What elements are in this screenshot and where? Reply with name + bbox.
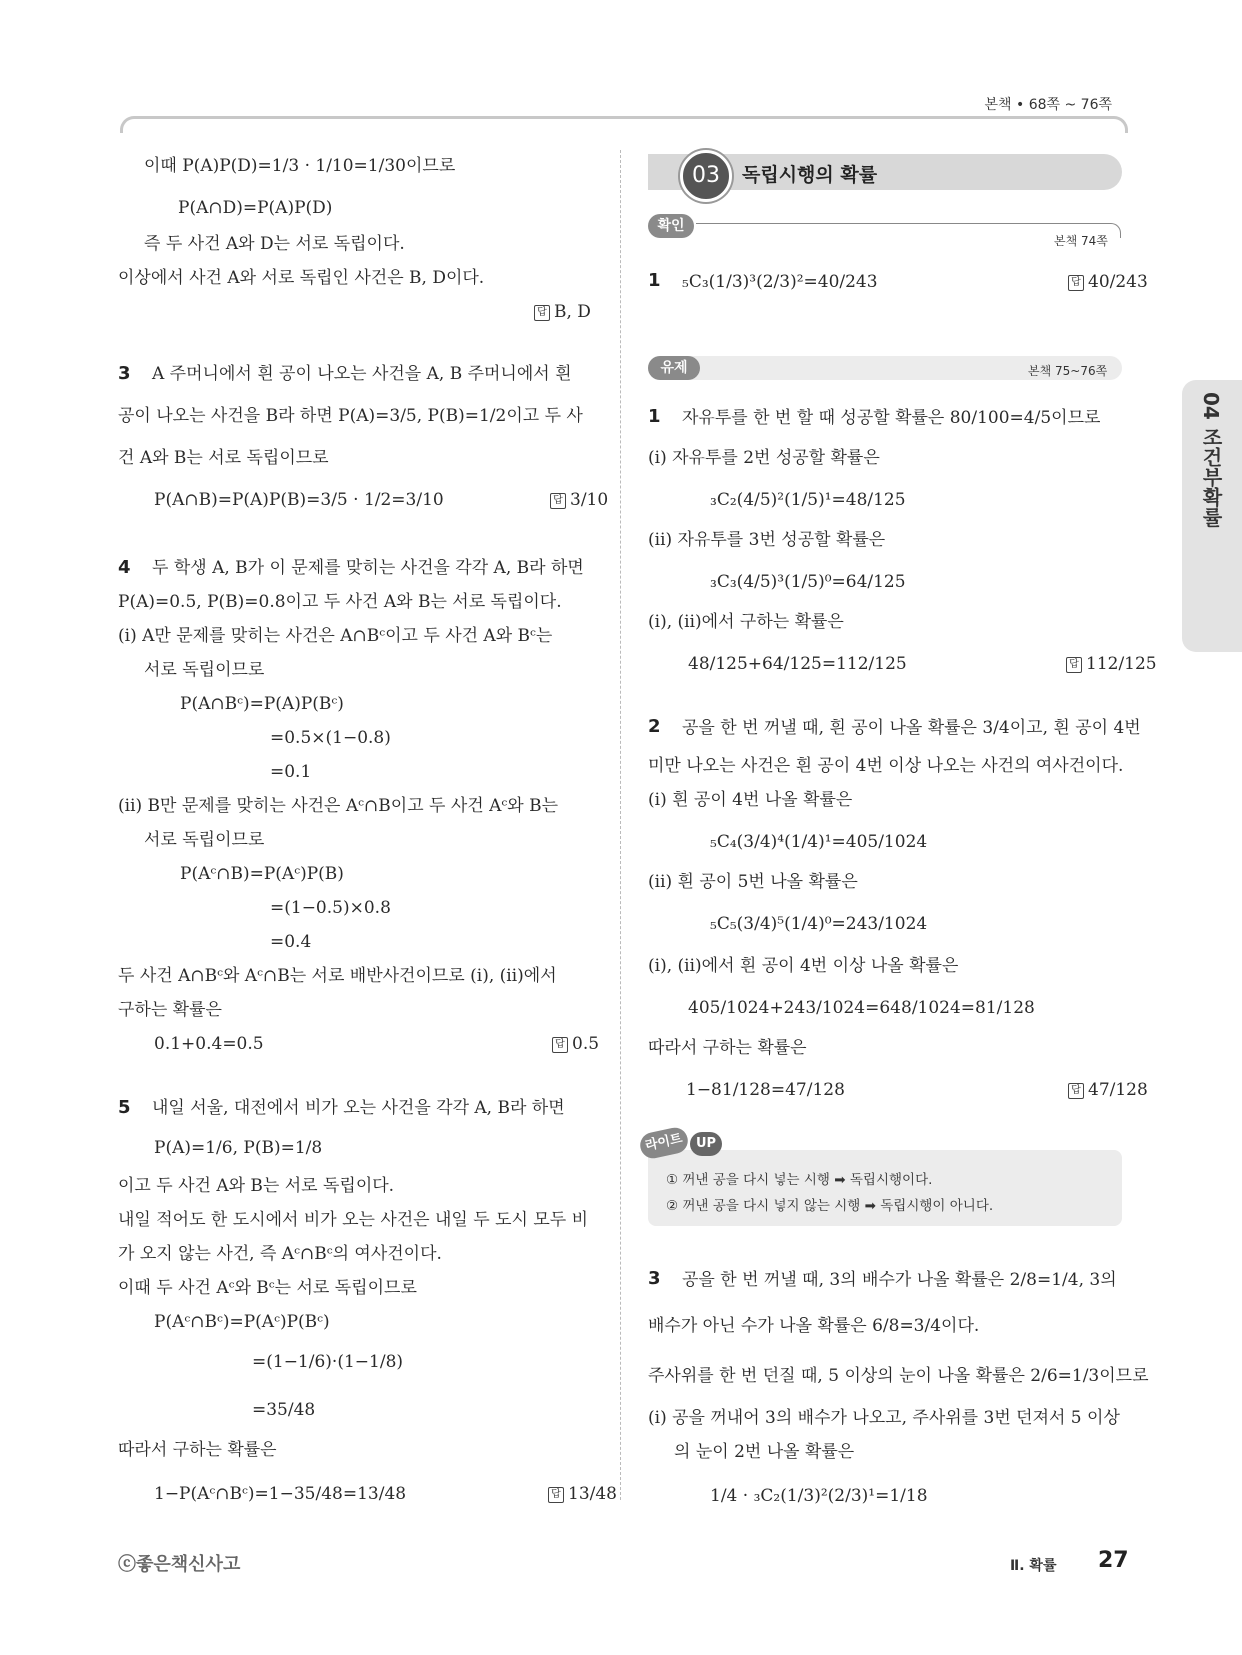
- chapter-label: Ⅱ. 확률: [1010, 1558, 1057, 1574]
- text-line: (ⅱ) 흰 공이 5번 나올 확률은: [648, 872, 858, 892]
- problem-number: 3: [118, 363, 131, 384]
- answer-value: 40/243: [1088, 272, 1148, 292]
- text-line: 따라서 구하는 확률은: [648, 1038, 807, 1058]
- example-page-reference: 본책 75~76쪽: [1028, 364, 1108, 378]
- check-page-reference: 본책 74쪽: [1054, 234, 1108, 248]
- text-line: 배수가 아닌 수가 나올 확률은 6/8=3/4이다.: [648, 1316, 980, 1336]
- text-line: (ⅰ) A만 문제를 맞히는 사건은 A∩Bᶜ이고 두 사건 A와 Bᶜ는: [118, 626, 553, 646]
- problem-number: 5: [118, 1097, 131, 1118]
- answer-icon: 답: [1068, 275, 1084, 291]
- book-page-reference: 본책 • 68쪽 ~ 76쪽: [984, 97, 1112, 113]
- equation-line: ₅C₃(1/3)³(2/3)²=40/243: [682, 272, 878, 292]
- answer-value: 3/10: [570, 490, 609, 510]
- tip-up-badge: UP: [690, 1132, 722, 1156]
- tip-line: ① 꺼낸 공을 다시 넣는 시행 ➡ 독립시행이다.: [666, 1172, 933, 1188]
- equation-line: =35/48: [252, 1400, 316, 1420]
- answer-icon: 답: [550, 493, 566, 509]
- equation-line: =0.4: [270, 932, 312, 952]
- text-line: 주사위를 한 번 던질 때, 5 이상의 눈이 나올 확률은 2/6=1/3이므로: [648, 1366, 1149, 1386]
- answer-value: 47/128: [1088, 1080, 1148, 1100]
- text-line: 공이 나오는 사건을 B라 하면 P(A)=3/5, P(B)=1/2이고 두 사: [118, 406, 583, 426]
- answer-mark: [550, 490, 608, 510]
- equation-line: P(A∩D)=P(A)P(D): [178, 198, 333, 218]
- equation-line: ₃C₃(4/5)³(1/5)⁰=64/125: [710, 572, 906, 592]
- equation-line: P(Aᶜ∩Bᶜ)=P(Aᶜ)P(Bᶜ): [154, 1312, 330, 1332]
- problem-number: 2: [648, 716, 661, 737]
- text-line: 서로 독립이므로: [144, 660, 265, 680]
- equation-line: 0.1+0.4=0.5: [154, 1034, 264, 1054]
- answer-icon: 답: [1066, 657, 1082, 673]
- answer-value: 112/125: [1086, 654, 1157, 674]
- answer-mark: [1066, 654, 1157, 674]
- text-line: (ⅰ), (ⅱ)에서 흰 공이 4번 이상 나올 확률은: [648, 956, 959, 976]
- problem-number: 4: [118, 557, 131, 578]
- text-line: 두 사건 A∩Bᶜ와 Aᶜ∩B는 서로 배반사건이므로 (ⅰ), (ⅱ)에서: [118, 966, 557, 986]
- answer-value: B, D: [554, 302, 591, 322]
- answer-icon: 답: [534, 305, 550, 321]
- tip-line: ② 꺼낸 공을 다시 넣지 않는 시행 ➡ 독립시행이 아니다.: [666, 1198, 994, 1214]
- text-line: 두 학생 A, B가 이 문제를 맞히는 사건을 각각 A, B라 하면: [152, 558, 584, 578]
- equation-line: =0.5×(1−0.8): [270, 728, 391, 748]
- text-line: 이때 두 사건 Aᶜ와 Bᶜ는 서로 독립이므로: [118, 1278, 417, 1298]
- text-line: 따라서 구하는 확률은: [118, 1440, 277, 1460]
- answer-mark: [1068, 272, 1148, 292]
- check-label: 확인: [648, 214, 694, 238]
- text-line: 즉 두 사건 A와 D는 서로 독립이다.: [144, 234, 405, 254]
- text-line: 의 눈이 2번 나올 확률은: [674, 1442, 855, 1462]
- chapter-side-tab-label: 04 조건부확률: [1199, 392, 1223, 527]
- text-line: 공을 한 번 꺼낼 때, 흰 공이 나올 확률은 3/4이고, 흰 공이 4번: [682, 718, 1141, 738]
- tip-label: 라이트: [638, 1125, 690, 1160]
- equation-line: 48/125+64/125=112/125: [688, 654, 907, 674]
- section-title: 독립시행의 확률: [742, 164, 878, 186]
- problem-number: 1: [648, 270, 661, 291]
- problem-number: 1: [648, 406, 661, 427]
- equation-line: =0.1: [270, 762, 312, 782]
- publisher-logo: ⓒ좋은책신사고: [118, 1554, 241, 1575]
- equation-line: P(A∩B)=P(A)P(B)=3/5 · 1/2=3/10: [154, 490, 444, 510]
- tip-box: [648, 1150, 1122, 1226]
- answer-mark: [1068, 1080, 1148, 1100]
- equation-line: P(Aᶜ∩B)=P(Aᶜ)P(B): [180, 864, 344, 884]
- equation-line: ₃C₂(4/5)²(1/5)¹=48/125: [710, 490, 906, 510]
- text-line: (ⅰ), (ⅱ)에서 구하는 확률은: [648, 612, 844, 632]
- answer-icon: 답: [548, 1487, 564, 1503]
- answer-mark: [552, 1034, 599, 1054]
- text-line: 내일 적어도 한 도시에서 비가 오는 사건은 내일 두 도시 모두 비: [118, 1210, 588, 1230]
- header-rule: [120, 116, 1128, 133]
- text-line: 건 A와 B는 서로 독립이므로: [118, 448, 329, 468]
- answer-icon: 답: [552, 1037, 568, 1053]
- text-line: 이고 두 사건 A와 B는 서로 독립이다.: [118, 1176, 395, 1196]
- page-number: 27: [1098, 1548, 1129, 1573]
- text-line: (ⅱ) 자유투를 3번 성공할 확률은: [648, 530, 886, 550]
- answer-value: 0.5: [572, 1034, 600, 1054]
- answer-mark: [548, 1484, 617, 1504]
- equation-line: 1−81/128=47/128: [686, 1080, 845, 1100]
- text-line: 공을 한 번 꺼낼 때, 3의 배수가 나올 확률은 2/8=1/4, 3의: [682, 1270, 1117, 1290]
- text-line: 가 오지 않는 사건, 즉 Aᶜ∩Bᶜ의 여사건이다.: [118, 1244, 442, 1264]
- equation-line: P(A∩Bᶜ)=P(A)P(Bᶜ): [180, 694, 344, 714]
- equation-line: =(1−0.5)×0.8: [270, 898, 391, 918]
- answer-value: 13/48: [568, 1484, 617, 1504]
- text-line: 이상에서 사건 A와 서로 독립인 사건은 B, D이다.: [118, 268, 485, 288]
- text-line: 자유투를 한 번 할 때 성공할 확률은 80/100=4/5이므로: [682, 408, 1101, 428]
- equation-line: 1−P(Aᶜ∩Bᶜ)=1−35/48=13/48: [154, 1484, 407, 1504]
- text-line: (ⅰ) 공을 꺼내어 3의 배수가 나오고, 주사위를 3번 던져서 5 이상: [648, 1408, 1120, 1428]
- text-line: (ⅰ) 자유투를 2번 성공할 확률은: [648, 448, 880, 468]
- text-line: 미만 나오는 사건은 흰 공이 4번 이상 나오는 사건의 여사건이다.: [648, 756, 1124, 776]
- equation-line: ₅C₄(3/4)⁴(1/4)¹=405/1024: [710, 832, 928, 852]
- text-line: 이때 P(A)P(D)=1/3 · 1/10=1/30이므로: [144, 156, 456, 176]
- column-divider: [620, 150, 621, 1500]
- equation-line: 405/1024+243/1024=648/1024=81/128: [688, 998, 1035, 1018]
- problem-number: 3: [648, 1268, 661, 1289]
- section-number: 03: [680, 150, 732, 202]
- equation-line: P(A)=1/6, P(B)=1/8: [154, 1138, 323, 1158]
- answer-icon: 답: [1068, 1083, 1084, 1099]
- text-line: 서로 독립이므로: [144, 830, 265, 850]
- text-line: (ⅰ) 흰 공이 4번 나올 확률은: [648, 790, 853, 810]
- equation-line: ₅C₅(3/4)⁵(1/4)⁰=243/1024: [710, 914, 928, 934]
- text-line: P(A)=0.5, P(B)=0.8이고 두 사건 A와 B는 서로 독립이다.: [118, 592, 562, 612]
- text-line: 내일 서울, 대전에서 비가 오는 사건을 각각 A, B라 하면: [152, 1098, 565, 1118]
- answer-mark: [534, 302, 591, 322]
- equation-line: 1/4 · ₃C₂(1/3)²(2/3)¹=1/18: [710, 1486, 928, 1506]
- text-line: (ⅱ) B만 문제를 맞히는 사건은 Aᶜ∩B이고 두 사건 Aᶜ와 B는: [118, 796, 558, 816]
- equation-line: =(1−1/6)·(1−1/8): [252, 1352, 404, 1372]
- example-label: 유제: [648, 356, 700, 380]
- text-line: 구하는 확률은: [118, 1000, 222, 1020]
- text-line: A 주머니에서 흰 공이 나오는 사건을 A, B 주머니에서 흰: [152, 364, 572, 384]
